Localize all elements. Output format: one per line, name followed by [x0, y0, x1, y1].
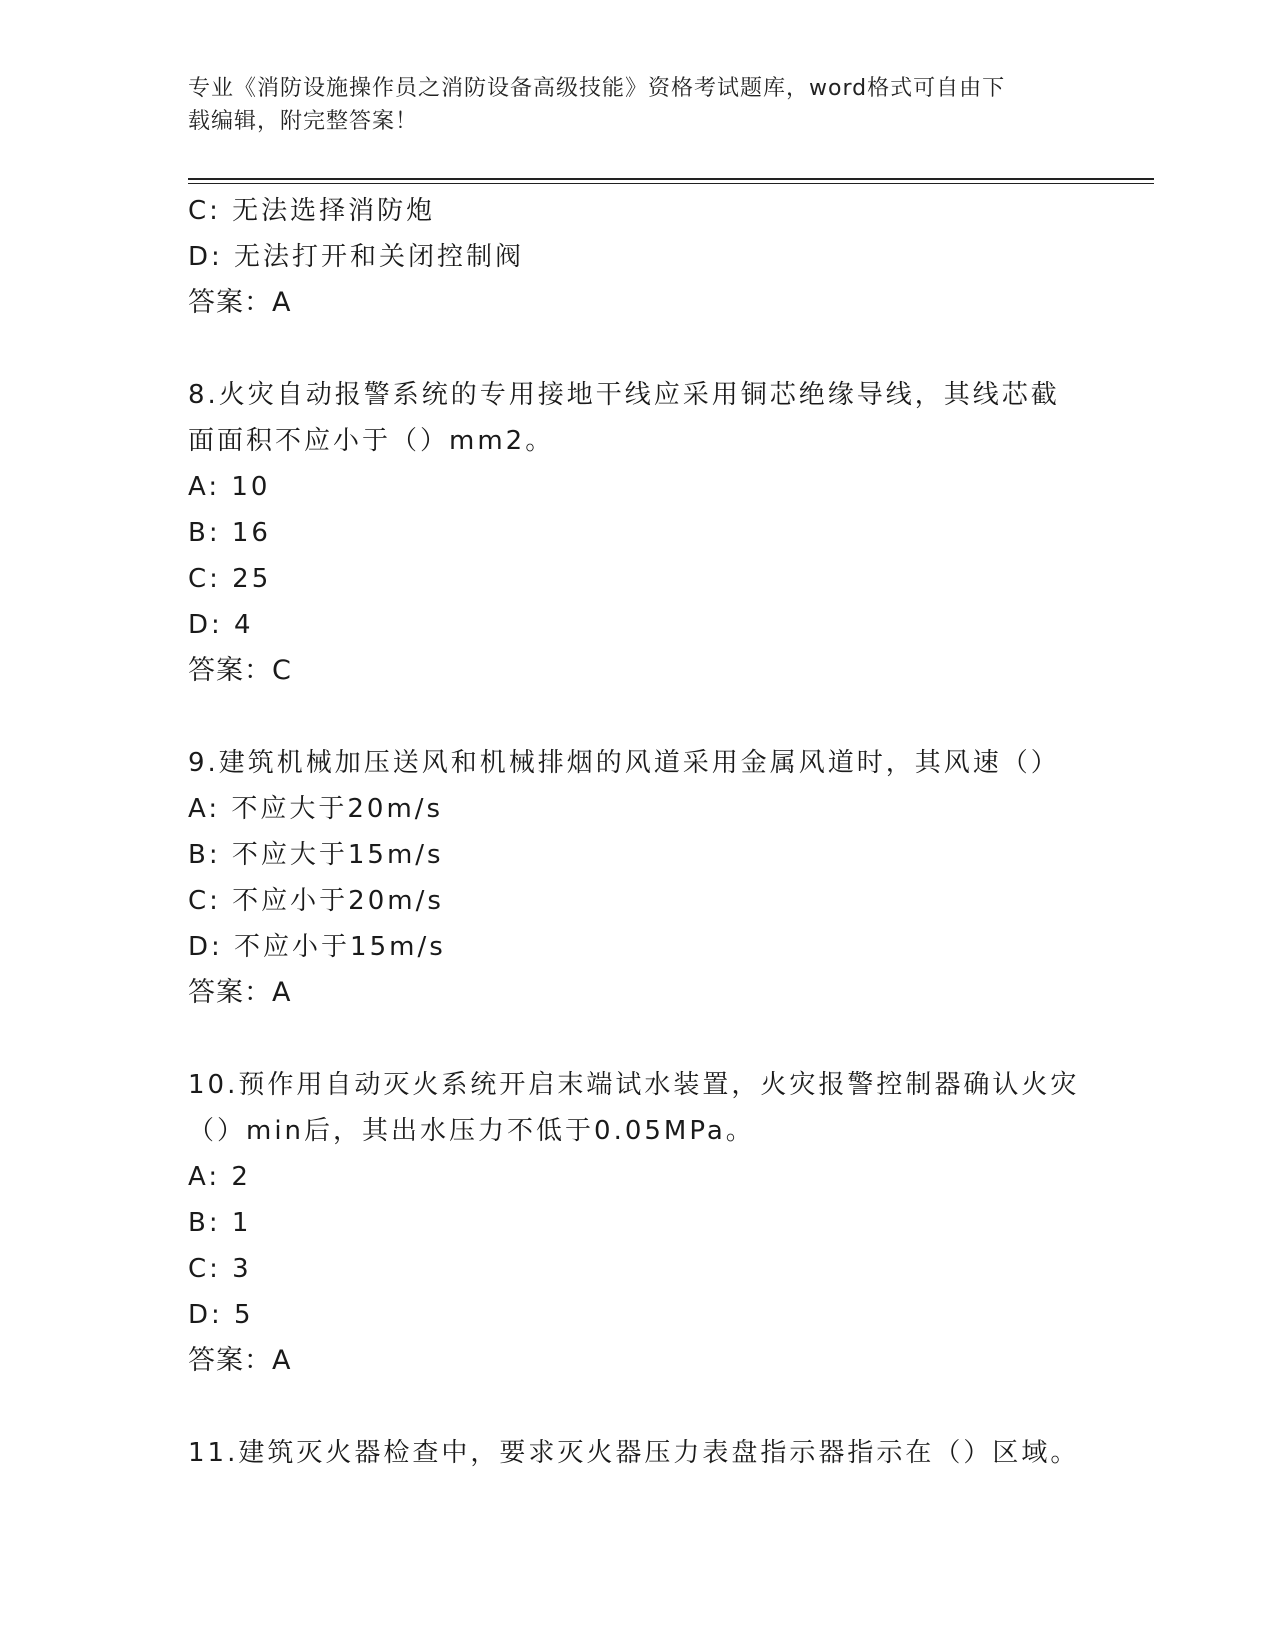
option-a: A: 不应大于20m/s: [188, 794, 444, 824]
option-d: D: 不应小于15m/s: [188, 932, 446, 962]
question-8: [188, 372, 1088, 694]
option-d: D: 无法打开和关闭控制阀: [188, 242, 525, 272]
question-9: [188, 740, 1088, 1016]
spacer: [188, 694, 1088, 740]
option-b: B: 16: [188, 518, 271, 548]
header-divider-thin: [188, 183, 1154, 184]
spacer: [188, 1016, 1088, 1062]
option-c: C: 不应小于20m/s: [188, 886, 444, 916]
option-b: B: 不应大于15m/s: [188, 840, 444, 870]
option-d: D: 4: [188, 610, 254, 640]
question-10: [188, 1062, 1088, 1384]
question-text-line-2: 面面积不应小于（）mm2。: [188, 426, 555, 456]
option-a: A: 10: [188, 472, 271, 502]
answer-line: 答案：A: [188, 977, 292, 1008]
document-header: [188, 72, 1088, 138]
option-c: C: 3: [188, 1254, 252, 1284]
question-text-line-1: 8.火灾自动报警系统的专用接地干线应采用铜芯绝缘导线，其线芯截: [188, 380, 1060, 410]
answer-line: 答案：C: [188, 655, 292, 686]
question-text-line-1: 9.建筑机械加压送风和机械排烟的风道采用金属风道时，其风速（）: [188, 748, 1060, 778]
option-c: C: 25: [188, 564, 272, 594]
option-d: D: 5: [188, 1300, 254, 1330]
question-text-line-1: 10.预作用自动灭火系统开启末端试水装置，火灾报警控制器确认火灾: [188, 1070, 1080, 1100]
header-line-2: 载编辑，附完整答案！: [188, 109, 419, 134]
question-text-line-2: （）min后，其出水压力不低于0.05MPa。: [188, 1116, 755, 1146]
question-text-line-1: 11.建筑灭火器检查中，要求灭火器压力表盘指示器指示在（）区域。: [188, 1438, 1080, 1468]
answer-line: 答案：A: [188, 1345, 292, 1376]
question-content: [188, 188, 1088, 1476]
option-c: C: 无法选择消防炮: [188, 196, 436, 226]
option-b: B: 1: [188, 1208, 252, 1238]
header-divider-thick: [188, 178, 1154, 180]
spacer: [188, 326, 1088, 372]
header-line-1: 专业《消防设施操作员之消防设备高级技能》资格考试题库，word格式可自由下: [188, 76, 1006, 101]
answer-line: 答案：A: [188, 287, 292, 318]
question-7-continued: [188, 188, 1088, 326]
question-11: [188, 1430, 1088, 1476]
option-a: A: 2: [188, 1162, 251, 1192]
spacer: [188, 1384, 1088, 1430]
